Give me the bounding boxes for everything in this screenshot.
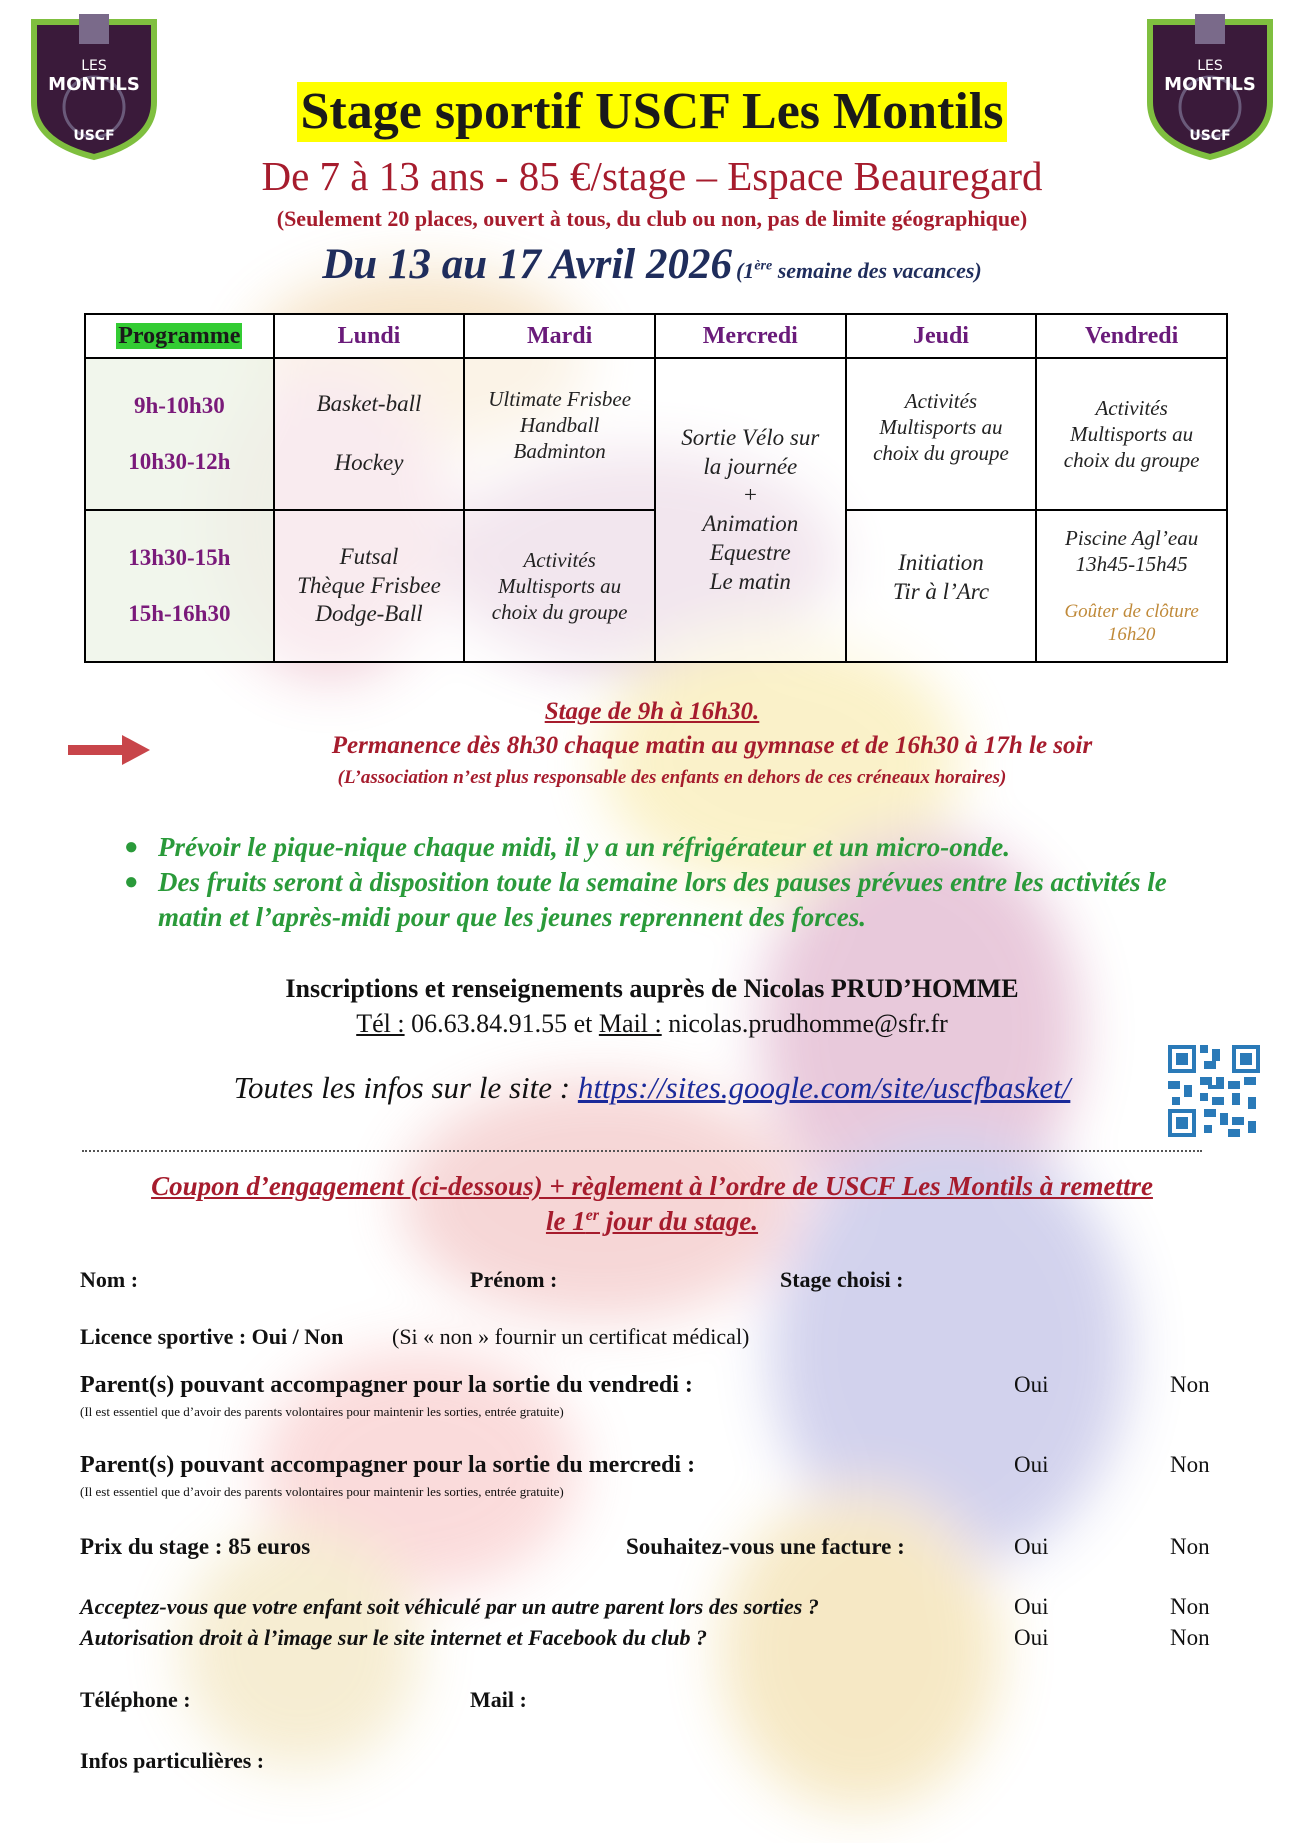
infos-label: Infos particulières : bbox=[80, 1748, 265, 1773]
table-header-row bbox=[85, 314, 1227, 358]
svg-text:USCF: USCF bbox=[73, 128, 115, 144]
stage-label: Stage choisi : bbox=[780, 1267, 904, 1292]
friday-afternoon: Piscine Agl’eau 13h45-15h45 Goûter de clôture 16h20 bbox=[1036, 510, 1227, 662]
tuesday-morning: Ultimate Frisbee Handball Badminton bbox=[464, 358, 655, 510]
afternoon-times: 13h30-15h 15h-16h30 bbox=[85, 510, 274, 662]
image-label: Autorisation droit à l’image sur le site internet et Facebook du club ? bbox=[80, 1625, 708, 1650]
responsibility-note: (L’association n’est plus responsable des enfants en dehors de ces créneaux horaires) bbox=[337, 767, 1007, 788]
header-mardi: Mardi bbox=[464, 314, 655, 358]
svg-text:MONTILS: MONTILS bbox=[48, 74, 140, 95]
dates-note: (1ère semaine des vacances) bbox=[735, 258, 982, 283]
thursday-afternoon: Initiation Tir à l’Arc bbox=[846, 510, 1037, 662]
friday-morning: Activités Multisports au choix du groupe bbox=[1036, 358, 1227, 510]
title-block bbox=[0, 82, 1304, 142]
header-programme: Programme bbox=[85, 314, 274, 358]
permanence-text: Permanence dès 8h30 chaque matin au gymnase et de 16h30 à 17h le soir bbox=[331, 732, 1093, 759]
vehicule-label: Acceptez-vous que votre enfant soit véhiculé par un autre parent lors des sorties ? bbox=[80, 1594, 819, 1619]
website-link[interactable]: https://sites.google.com/site/uscfbasket/ bbox=[577, 1070, 1071, 1105]
coupon-line1: Coupon d’engagement (ci-dessous) + règlement à l’ordre de USCF Les Montils à remettre bbox=[151, 1171, 1153, 1201]
svg-text:LES: LES bbox=[81, 58, 107, 74]
vehicule-non[interactable]: Non bbox=[1170, 1594, 1210, 1619]
monday-afternoon: Futsal Thèque Frisbee Dodge-Ball bbox=[274, 510, 465, 662]
header-mercredi: Mercredi bbox=[655, 314, 846, 358]
telephone-label: Téléphone : bbox=[80, 1687, 191, 1712]
bullet-icon: ● bbox=[124, 869, 139, 895]
phone-number: 06.63.84.91.55 et bbox=[404, 1009, 599, 1038]
website-line: Toutes les infos sur le site : https://sites.google.com/site/uscfbasket/ bbox=[233, 1070, 1071, 1105]
vehicule-oui[interactable]: Oui bbox=[1014, 1594, 1049, 1619]
subtitle: De 7 à 13 ans - 85 €/stage – Espace Beauregard bbox=[261, 153, 1043, 199]
parent-mercredi-oui[interactable]: Oui bbox=[1014, 1452, 1049, 1477]
svg-text:LES: LES bbox=[1197, 58, 1223, 74]
prix-label: Prix du stage : 85 euros bbox=[80, 1534, 311, 1559]
image-non[interactable]: Non bbox=[1170, 1625, 1210, 1650]
list-item: ● Prévoir le pique-nique chaque midi, il y a un réfrigérateur et un micro-onde. bbox=[124, 830, 1204, 865]
page-title: Stage sportif USCF Les Montils bbox=[297, 82, 1008, 142]
places-note: (Seulement 20 places, ouvert à tous, du club ou non, pas de limite géographique) bbox=[276, 206, 1028, 231]
tuesday-afternoon: Activités Multisports au choix du groupe bbox=[464, 510, 655, 662]
table-row bbox=[85, 358, 1227, 510]
email-address[interactable]: nicolas.prudhomme@sfr.fr bbox=[661, 1009, 948, 1038]
facture-oui[interactable]: Oui bbox=[1014, 1534, 1049, 1559]
coupon-line2: le 1er jour du stage. bbox=[545, 1206, 759, 1236]
contact-line: Tél : 06.63.84.91.55 et Mail : nicolas.prudhomme@sfr.fr bbox=[356, 1009, 948, 1038]
licence-label: Licence sportive : Oui / Non bbox=[80, 1324, 344, 1349]
bullet-icon: ● bbox=[124, 834, 139, 860]
contact-heading: Inscriptions et renseignements auprès de Nicolas PRUD’HOMME bbox=[285, 974, 1019, 1003]
schedule-table bbox=[84, 313, 1228, 663]
qr-code bbox=[1168, 1045, 1260, 1137]
svg-text:MONTILS: MONTILS bbox=[1164, 74, 1256, 95]
stage-hours: Stage de 9h à 16h30. bbox=[544, 698, 760, 725]
parent-vendredi-oui[interactable]: Oui bbox=[1014, 1372, 1049, 1397]
parent-mercredi-non[interactable]: Non bbox=[1170, 1452, 1210, 1477]
mail-label: Mail : bbox=[470, 1687, 527, 1712]
morning-times: 9h-10h30 10h30-12h bbox=[85, 358, 274, 510]
parent-mercredi-label: Parent(s) pouvant accompagner pour la sortie du mercredi : bbox=[80, 1452, 696, 1478]
parent-mercredi-note: (Il est essentiel que d’avoir des parents volontaires pour maintenir les sorties, entrée gratuite) bbox=[80, 1484, 564, 1499]
nom-label: Nom : bbox=[80, 1267, 139, 1292]
header-lundi: Lundi bbox=[274, 314, 465, 358]
licence-note: (Si « non » fournir un certificat médical) bbox=[392, 1324, 750, 1349]
list-item: ● Des fruits seront à disposition toute la semaine lors des pauses prévues entre les activités le matin et l’après-midi pour que les jeunes reprennent des forces. bbox=[124, 867, 1167, 932]
svg-text:USCF: USCF bbox=[1189, 128, 1231, 144]
parent-vendredi-note: (Il est essentiel que d’avoir des parents volontaires pour maintenir les sorties, entrée gratuite) bbox=[80, 1404, 564, 1419]
dates-line bbox=[0, 240, 1304, 289]
parent-vendredi-label: Parent(s) pouvant accompagner pour la sortie du vendredi : bbox=[80, 1372, 693, 1398]
bullet-list bbox=[124, 830, 1204, 935]
facture-label: Souhaitez-vous une facture : bbox=[626, 1534, 905, 1559]
dates: Du 13 au 17 Avril 2026 bbox=[322, 241, 732, 288]
dotted-separator bbox=[82, 1150, 1202, 1152]
image-oui[interactable]: Oui bbox=[1014, 1625, 1049, 1650]
thursday-morning: Activités Multisports au choix du groupe bbox=[846, 358, 1037, 510]
wednesday-all-day: Sortie Vélo sur la journée + Animation Equestre Le matin bbox=[655, 358, 846, 662]
monday-morning: Basket-ball Hockey bbox=[274, 358, 465, 510]
facture-non[interactable]: Non bbox=[1170, 1534, 1210, 1559]
header-jeudi: Jeudi bbox=[846, 314, 1037, 358]
prenom-label: Prénom : bbox=[470, 1267, 558, 1292]
header-vendredi: Vendredi bbox=[1036, 314, 1227, 358]
parent-vendredi-non[interactable]: Non bbox=[1170, 1372, 1210, 1397]
